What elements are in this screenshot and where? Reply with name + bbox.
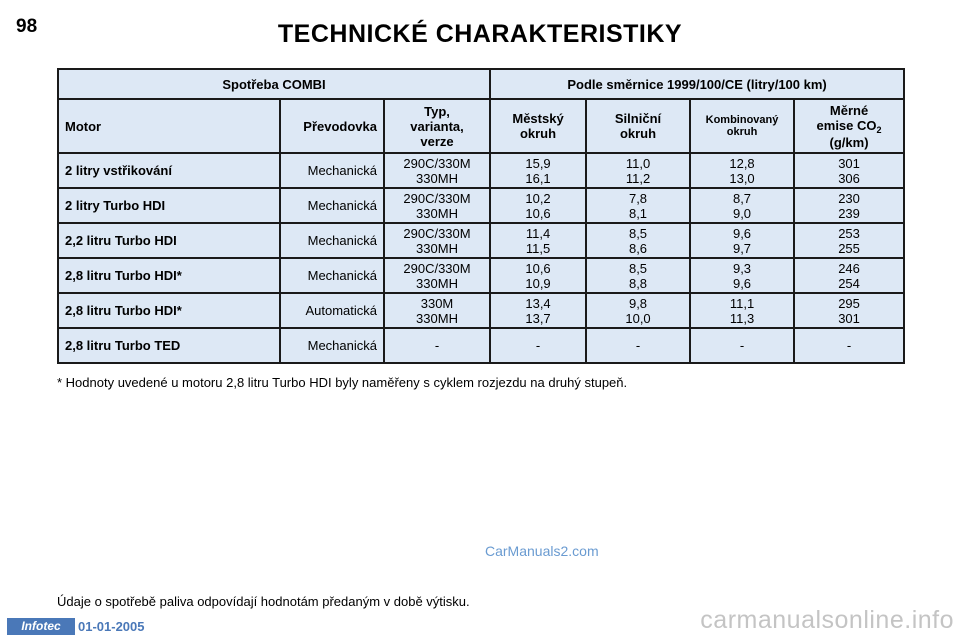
cell-value: 16,1: [525, 170, 551, 186]
bottom-note: Údaje o spotřebě paliva odpovídají hodnotám předaným v době výtisku.: [57, 594, 470, 609]
cell-value: 290C/330M: [403, 155, 471, 171]
cell-value: 11,5: [525, 240, 551, 256]
cell-motor: 2,8 litru Turbo TED: [58, 328, 280, 363]
cell-gearbox: Mechanická: [280, 188, 384, 223]
cell-city: [490, 293, 586, 328]
cell-value: 13,0: [729, 170, 755, 186]
col-header-combined-line: Kombinovaný: [705, 114, 779, 126]
col-header-gearbox: Převodovka: [280, 99, 384, 153]
cell-value: 9,0: [732, 205, 752, 221]
cell-value: 8,8: [628, 275, 648, 291]
cell-road: [586, 258, 690, 293]
cell-value: 254: [838, 275, 860, 291]
cell-value: 9,6: [732, 225, 752, 241]
watermark: CarManuals2.com: [485, 543, 599, 559]
col-header-type-line: varianta,: [410, 118, 464, 134]
col-header-road: [586, 99, 690, 153]
cell-type: [384, 328, 490, 363]
cell-value: 301: [838, 155, 860, 171]
col-header-combined-line: okruh: [726, 126, 758, 138]
group-header-combi: Spotřeba COMBI: [58, 69, 490, 99]
cell-co2: [794, 293, 904, 328]
table-row: [58, 293, 904, 328]
col-header-co2: [794, 99, 904, 153]
cell-motor: 2,2 litru Turbo HDI: [58, 223, 280, 258]
co2-subscript: 2: [876, 124, 882, 135]
cell-motor: 2,8 litru Turbo HDI*: [58, 258, 280, 293]
cell-combined: [690, 258, 794, 293]
cell-co2: [794, 188, 904, 223]
cell-motor: 2 litry vstřikování: [58, 153, 280, 188]
cell-value: 330M: [420, 295, 454, 311]
cell-value: 301: [838, 310, 860, 326]
cell-gearbox: Mechanická: [280, 153, 384, 188]
cell-value: 13,7: [525, 310, 551, 326]
cell-value: 290C/330M: [403, 190, 471, 206]
cell-type: [384, 223, 490, 258]
footnote: * Hodnoty uvedené u motoru 2,8 litru Turbo HDI byly naměřeny s cyklem rozjezdu na druhý stupeň.: [57, 375, 628, 390]
cell-road: [586, 328, 690, 363]
table-row: [58, 223, 904, 258]
col-header-type: [384, 99, 490, 153]
cell-value: 9,3: [732, 260, 752, 276]
cell-value: -: [434, 338, 440, 353]
cell-road: [586, 293, 690, 328]
cell-value: 330MH: [416, 240, 458, 256]
col-header-motor: Motor: [58, 99, 280, 153]
cell-motor: 2 litry Turbo HDI: [58, 188, 280, 223]
cell-value: 255: [838, 240, 860, 256]
col-header-city-line: okruh: [519, 126, 557, 141]
cell-value: 253: [838, 225, 860, 241]
cell-value: 290C/330M: [403, 260, 471, 276]
cell-road: [586, 223, 690, 258]
col-header-co2-line: (g/km): [829, 134, 869, 150]
cell-co2: [794, 153, 904, 188]
cell-gearbox: Mechanická: [280, 258, 384, 293]
cell-gearbox: Mechanická: [280, 223, 384, 258]
col-header-type-line: Typ,: [424, 103, 450, 119]
cell-value: 8,5: [628, 260, 648, 276]
cell-value: 239: [838, 205, 860, 221]
cell-city: [490, 258, 586, 293]
cell-type: [384, 188, 490, 223]
cell-type: [384, 258, 490, 293]
col-header-city: [490, 99, 586, 153]
cell-value: 12,8: [729, 155, 755, 171]
cell-value: 8,7: [732, 190, 752, 206]
page-number: 98: [16, 16, 38, 37]
cell-gearbox: Automatická: [280, 293, 384, 328]
cell-value: 13,4: [525, 295, 551, 311]
cell-value: 11,1: [729, 295, 755, 311]
cell-road: [586, 153, 690, 188]
cell-value: 9,7: [732, 240, 752, 256]
col-header-co2-line: Měrné: [829, 102, 869, 118]
table-column-header-row: [58, 99, 904, 153]
cell-combined: [690, 293, 794, 328]
cell-value: -: [635, 338, 641, 353]
cell-value: 11,3: [729, 310, 755, 326]
cell-value: 8,5: [628, 225, 648, 241]
cell-combined: [690, 153, 794, 188]
table-row: [58, 258, 904, 293]
site-watermark: carmanualsonline.info: [700, 606, 954, 634]
table-row: [58, 153, 904, 188]
cell-value: 330MH: [416, 205, 458, 221]
col-header-combined: [690, 99, 794, 153]
cell-value: 10,9: [525, 275, 551, 291]
cell-value: 9,8: [628, 295, 648, 311]
footer-date: 01-01-2005: [78, 619, 145, 634]
cell-value: 330MH: [416, 275, 458, 291]
cell-type: [384, 153, 490, 188]
cell-combined: [690, 328, 794, 363]
cell-value: 10,2: [525, 190, 551, 206]
cell-value: 290C/330M: [403, 225, 471, 241]
cell-value: -: [535, 338, 541, 353]
cell-city: [490, 328, 586, 363]
cell-value: -: [739, 338, 745, 353]
page-title: TECHNICKÉ CHARAKTERISTIKY: [277, 20, 683, 48]
cell-co2: [794, 328, 904, 363]
cell-city: [490, 153, 586, 188]
cell-value: 230: [838, 190, 860, 206]
cell-value: 295: [838, 295, 860, 311]
cell-motor: 2,8 litru Turbo HDI*: [58, 293, 280, 328]
cell-value: 11,4: [525, 225, 551, 241]
cell-value: 306: [838, 170, 860, 186]
cell-city: [490, 223, 586, 258]
cell-gearbox: Mechanická: [280, 328, 384, 363]
col-header-road-line: okruh: [619, 126, 657, 141]
table-row: [58, 188, 904, 223]
cell-value: 9,6: [732, 275, 752, 291]
table-row: [58, 328, 904, 363]
table-group-header-row: [58, 69, 904, 99]
cell-city: [490, 188, 586, 223]
cell-value: 330MH: [416, 310, 458, 326]
cell-value: -: [846, 338, 852, 353]
cell-road: [586, 188, 690, 223]
cell-type: [384, 293, 490, 328]
cell-value: 15,9: [525, 155, 551, 171]
infotec-badge: Infotec: [7, 618, 75, 635]
co2-label: emise CO: [816, 117, 877, 133]
cell-co2: [794, 258, 904, 293]
cell-value: 246: [838, 260, 860, 276]
cell-value: 10,6: [525, 205, 551, 221]
cell-value: 8,6: [628, 240, 648, 256]
col-header-road-line: Silniční: [614, 111, 662, 126]
col-header-city-line: Městský: [512, 111, 564, 126]
cell-value: 8,1: [628, 205, 648, 221]
cell-value: 11,0: [625, 155, 651, 171]
cell-co2: [794, 223, 904, 258]
cell-value: 11,2: [625, 170, 651, 186]
consumption-table: [57, 68, 905, 364]
cell-value: 10,0: [625, 310, 651, 326]
cell-combined: [690, 188, 794, 223]
cell-value: 330MH: [416, 170, 458, 186]
cell-value: 10,6: [525, 260, 551, 276]
col-header-co2-line: [801, 118, 897, 135]
group-header-directive: Podle směrnice 1999/100/CE (litry/100 km): [490, 69, 904, 99]
col-header-type-line: verze: [420, 133, 454, 149]
cell-value: 7,8: [628, 190, 648, 206]
cell-combined: [690, 223, 794, 258]
